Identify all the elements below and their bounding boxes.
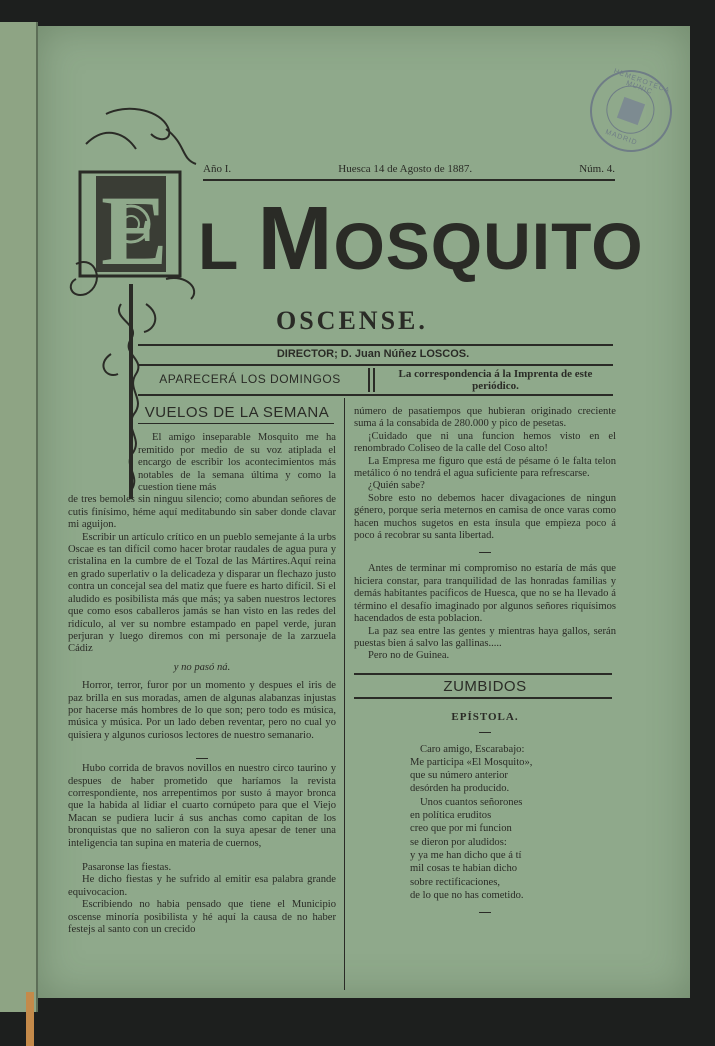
verse-line: sobre rectificaciones,	[410, 876, 501, 888]
correspondence-note: La correspondencia á la Imprenta de este periódico.	[398, 368, 593, 392]
verse-line: Caro amigo, Escarabajo:	[420, 743, 525, 755]
section-rule	[138, 423, 334, 424]
masthead-rule-bottom	[138, 394, 613, 396]
masthead-divider-a	[368, 368, 370, 392]
epistola-heading: EPÍSTOLA.	[451, 711, 519, 724]
svg-text:E: E	[101, 175, 168, 286]
masthead-divider-b	[373, 368, 375, 392]
stamp-bottom-text: MADRID	[604, 128, 639, 147]
separator-dash	[196, 758, 208, 759]
section-title-zumbidos: ZUMBIDOS	[443, 677, 527, 695]
header-rule	[203, 179, 615, 181]
separator-dash	[479, 732, 491, 733]
article-paragraph: He dicho fiestas y he sufrido al emitir esa palabra grande equivocacion.	[68, 874, 336, 898]
verse-line: mil cosas te habian dicho	[410, 863, 518, 875]
title-part-m: M	[257, 189, 334, 289]
verse-line: que su número anterior	[410, 770, 508, 782]
newspaper-subtitle: OSCENSE.	[276, 306, 428, 335]
issue-place-date: Huesca 14 de Agosto de 1887.	[338, 163, 473, 175]
verse-line: desórden ha producido.	[410, 783, 510, 795]
director-line: DIRECTOR; D. Juan Núñez LOSCOS.	[276, 348, 470, 360]
column-divider	[344, 398, 345, 990]
library-stamp	[578, 58, 683, 163]
left-column	[68, 401, 336, 936]
issue-year: Año I.	[203, 163, 232, 175]
verse-line: de lo que no has cometido.	[410, 889, 524, 901]
director-rule-top	[138, 344, 613, 346]
zumbidos-rule-top	[354, 673, 612, 675]
newspaper-page	[38, 26, 690, 998]
zumbidos-rule-bottom	[354, 697, 612, 699]
verse-line: se dieron por aludidos:	[410, 836, 507, 848]
article-paragraph: Escribiendo no habia pensado que tiene el Municipio oscense minoría posibilista y hé aquí la causa de no haber festejs al santo con un crecido	[68, 899, 336, 936]
title-part-l: L	[198, 209, 258, 283]
director-rule-bottom	[138, 364, 613, 366]
article-paragraph: El amigo inseparable Mosquito me ha remitido por medio de su voz atiplada el encargo de escribir los acontecimientos más notables de la semana última y como la cuestion tiene más	[138, 432, 336, 494]
article-paragraph: ¿Quién sabe?	[368, 480, 425, 492]
section-title-vuelos: VUELOS DE LA SEMANA	[144, 404, 330, 421]
stamp-top-text: HEMEROTECA MUNIC	[612, 67, 671, 97]
separator-dash	[479, 912, 491, 913]
article-paragraph: Hubo corrida de bravos novillos en nuestro circo taurino y despues de haber prometido que haríamos la revista correspondiente, nos arrepentimos por susto á mayor bronca que la habida al lidiar el cuarto cornúpeto para que el Viejo Macan se pudiera lucir á sus anchas como capitan de los bronquistas que no salieron con la suya apesar de tener una inteligencia tan supina en materia de cuernos,	[68, 763, 336, 849]
article-paragraph: Escribir un artículo crítico en un pueblo semejante á la urbs Oscae es tan difícil como hacer brotar raudales de agua pura y cristalina en la cumbre de el Tozal de las Mártires.Aquí reina en grado superlativ o la delicadeza y disparar un flechazo justo contra un concejal sea del matiz que fuere es harto difícil. Si el aludido es posibilista más que más; ya saben nuestros lectores que como esos caballeros jamás se han visto en las redes del ridículo, al ver su nombre estampado en papel verde, juran perjuran y luego diremos con mi personaje de la zarzuela Cádiz	[68, 531, 336, 655]
article-paragraph: Horror, terror, furor por un momento y despues el iris de paz brilla en sus moradas, amen de algunas alabanzas injustas por hacerse más hombres de lo que son; pero todo es música, música y música. Por un lado deben reventar, pero no cual yo quisiera y algunos curiosos lectores de nuestro semanario.	[68, 680, 336, 741]
article-paragraph: Antes de terminar mi compromiso no estaría de más que hiciera constar, para tranquilidad de las honradas familias y demás habitantes pacíficos de Huesca, que no se ha llevado á término el desafío imaginado por algunos señores riquísimos hacendados de esta poblacion.	[354, 563, 616, 625]
quote-line: y no pasó ná.	[173, 661, 231, 673]
publication-days: APARECERÁ LOS DOMINGOS	[159, 372, 341, 386]
issue-number: Núm. 4.	[579, 163, 615, 175]
issue-info-line	[203, 163, 615, 175]
verse-line: en política eruditos	[410, 810, 492, 822]
left-page-edge	[0, 22, 38, 1012]
article-paragraph: Pero no de Guinea.	[368, 650, 450, 662]
verse-line: creo que por mi funcion	[410, 823, 512, 835]
bookmark-ribbon	[26, 992, 34, 1046]
article-paragraph: La paz sea entre las gentes y mientras haya gallos, serán puestas bien á salvo las gallinas.....	[354, 625, 616, 649]
verse-line: Me participa «El Mosquito»,	[410, 756, 533, 768]
article-paragraph: Sobre esto no debemos hacer divagaciones de ningun género, porque seria meternos en camisa de once varas como hacen muchos sugetos en esta ínsula que empieza poco á poco á recobrar su santa libertad.	[354, 492, 616, 542]
article-paragraph: de tres bemoles sin ninguu silencio; como abundan señores de cutis finísimo, héme aquí meditabundo sin saber donde clavar mi aguijon.	[68, 494, 336, 531]
article-paragraph: número de pasatiempos que hubieran originado creciente suma á la consabida de 280.000 y pico de pesetas.	[354, 406, 616, 430]
verse-line: Unos cuantos señorones	[420, 796, 523, 808]
article-paragraph: ¡Cuidado que ni una funcion hemos visto en el renombrado Coliseo de la calle del Coso alto!	[354, 430, 616, 455]
poem-verse	[410, 743, 616, 903]
article-paragraph: Pasaronse las fiestas.	[82, 862, 172, 873]
verse-line: y ya me han dicho que á tí	[410, 849, 522, 861]
separator-dash	[479, 552, 491, 553]
right-column	[354, 406, 616, 923]
title-part-osquito: OSQUITO	[333, 209, 644, 283]
article-paragraph: La Empresa me figuro que está de pésame ó le falta telon metálico ó no tendrá el agua suficiente para refrescarse.	[354, 455, 616, 480]
newspaper-title	[198, 189, 644, 289]
